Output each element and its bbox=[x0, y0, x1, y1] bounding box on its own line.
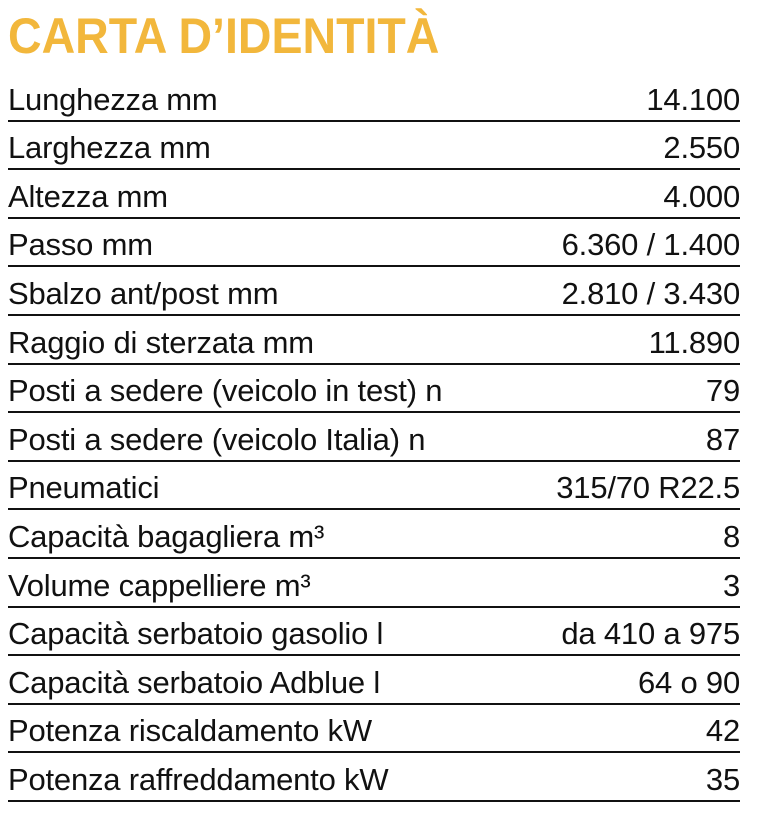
spec-value: 79 bbox=[705, 373, 740, 409]
spec-row bbox=[8, 608, 740, 657]
spec-row bbox=[8, 413, 740, 462]
identity-card bbox=[8, 0, 740, 802]
spec-label: Pneumatici bbox=[8, 470, 160, 506]
spec-row bbox=[8, 316, 740, 365]
spec-label: Passo mm bbox=[8, 227, 153, 263]
spec-row bbox=[8, 559, 740, 608]
spec-row bbox=[8, 267, 740, 316]
spec-row bbox=[8, 219, 740, 268]
spec-value: 4.000 bbox=[663, 178, 740, 214]
spec-value: 14.100 bbox=[646, 81, 740, 117]
card-title: CARTA D’IDENTITÀ bbox=[8, 8, 440, 64]
spec-row bbox=[8, 705, 740, 754]
spec-value: 87 bbox=[705, 421, 740, 457]
spec-value: 2.550 bbox=[663, 130, 740, 166]
spec-row bbox=[8, 365, 740, 414]
spec-row bbox=[8, 73, 740, 122]
spec-value: 35 bbox=[705, 761, 740, 797]
spec-label: Lunghezza mm bbox=[8, 81, 218, 117]
spec-value: 42 bbox=[705, 713, 740, 749]
spec-value: 8 bbox=[722, 518, 740, 554]
spec-value: 2.810 / 3.430 bbox=[561, 275, 740, 311]
spec-label: Volume cappelliere m³ bbox=[8, 567, 311, 603]
spec-value: 315/70 R22.5 bbox=[556, 470, 740, 506]
spec-label: Capacità serbatoio Adblue l bbox=[8, 664, 381, 700]
spec-row bbox=[8, 462, 740, 511]
spec-row bbox=[8, 656, 740, 705]
spec-label: Larghezza mm bbox=[8, 130, 211, 166]
spec-row bbox=[8, 122, 740, 171]
spec-row bbox=[8, 510, 740, 559]
spec-value: 11.890 bbox=[648, 324, 740, 360]
spec-label: Altezza mm bbox=[8, 178, 168, 214]
spec-label: Raggio di sterzata mm bbox=[8, 324, 314, 360]
spec-row bbox=[8, 753, 740, 802]
spec-row bbox=[8, 170, 740, 219]
spec-table bbox=[8, 73, 740, 802]
spec-label: Potenza riscaldamento kW bbox=[8, 713, 372, 749]
spec-label: Capacità serbatoio gasolio l bbox=[8, 616, 384, 652]
spec-value: 3 bbox=[722, 567, 740, 603]
spec-label: Posti a sedere (veicolo in test) n bbox=[8, 373, 443, 409]
spec-value: 6.360 / 1.400 bbox=[561, 227, 740, 263]
spec-label: Posti a sedere (veicolo Italia) n bbox=[8, 421, 426, 457]
spec-label: Capacità bagagliera m³ bbox=[8, 518, 325, 554]
spec-value: da 410 a 975 bbox=[561, 616, 740, 652]
spec-value: 64 o 90 bbox=[637, 664, 740, 700]
spec-label: Potenza raffreddamento kW bbox=[8, 761, 389, 797]
spec-label: Sbalzo ant/post mm bbox=[8, 275, 279, 311]
